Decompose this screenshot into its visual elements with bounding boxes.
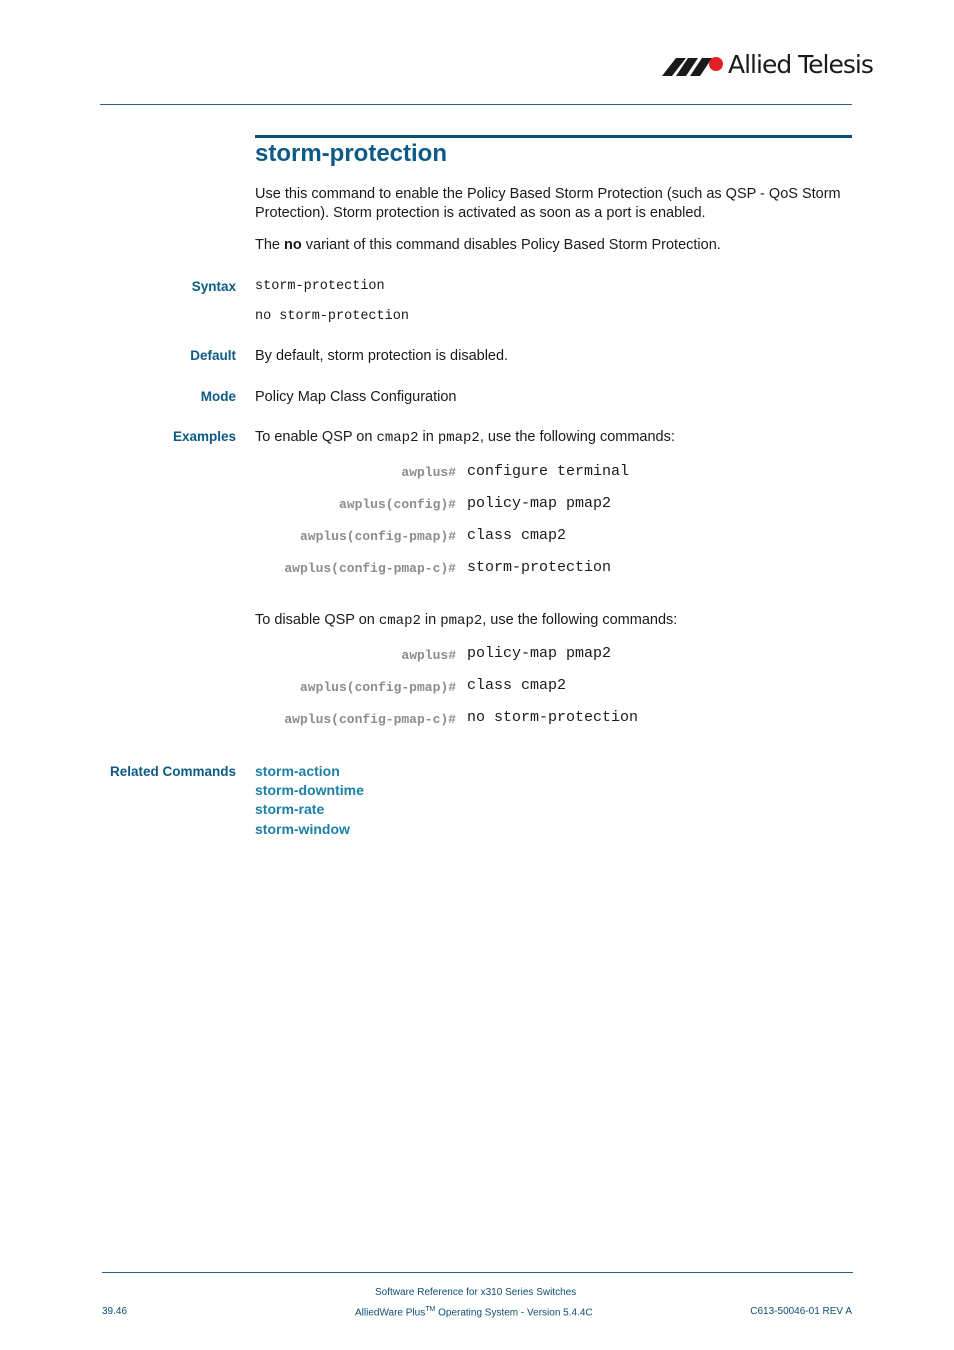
no-variant-post: variant of this command disables Policy Based Storm Protection.: [301, 237, 721, 253]
disable-cmd-3: no storm-protection: [467, 709, 639, 726]
footer-reference-title: Software Reference for x310 Series Switches: [375, 1287, 577, 1298]
syntax-line: storm-protection: [255, 279, 385, 294]
logo-mark-icon: [662, 54, 726, 80]
link-storm-action[interactable]: storm-action: [255, 763, 340, 779]
link-storm-downtime[interactable]: storm-downtime: [255, 782, 364, 798]
enable-prompt-3: awplus(config-pmap)#: [299, 529, 456, 544]
enable-intro: [255, 428, 852, 448]
no-keyword: no: [284, 237, 302, 253]
disable-cmd-1: policy-map pmap2: [467, 645, 612, 662]
enable-intro-t2: in: [418, 429, 438, 445]
no-variant-paragraph: [255, 236, 852, 255]
disable-intro-map: pmap2: [440, 613, 483, 629]
enable-prompt-1: awplus#: [401, 465, 456, 480]
enable-intro-class: cmap2: [376, 430, 419, 446]
disable-prompt-1: awplus#: [401, 648, 456, 663]
footer-trademark: TM: [425, 1306, 436, 1313]
disable-prompt-2: awplus(config-pmap)#: [299, 680, 456, 695]
enable-cmd-2: policy-map pmap2: [467, 495, 612, 512]
disable-intro: [255, 611, 852, 631]
no-variant-pre: The: [255, 237, 285, 253]
syntax-no-line: no storm-protection: [255, 309, 409, 324]
examples-label: Examples: [172, 429, 236, 444]
enable-cmd-4: storm-protection: [467, 559, 612, 576]
footer-os-version: [355, 1306, 593, 1318]
enable-prompt-2: awplus(config)#: [338, 497, 456, 512]
related-commands-label: Related Commands: [109, 764, 236, 779]
disable-intro-t2: in: [420, 612, 441, 628]
footer-page-number: 39.46: [102, 1306, 128, 1317]
enable-intro-map: pmap2: [437, 430, 480, 446]
intro-paragraph: Use this command to enable the Policy Based Storm Protection (such as QSP - QoS Storm Protection). Storm protection is activated as soon as a port is enabled.: [255, 186, 841, 221]
disable-intro-t3: , use the following commands:: [482, 612, 678, 628]
title-bar: [255, 135, 852, 138]
link-storm-rate[interactable]: storm-rate: [255, 801, 325, 817]
footer-os-rest: Operating System - Version 5.4.4C: [435, 1307, 593, 1319]
logo-text: Allied Telesis: [728, 50, 873, 79]
syntax-label: Syntax: [191, 279, 236, 294]
enable-prompt-4: awplus(config-pmap-c)#: [284, 561, 456, 576]
link-storm-window[interactable]: storm-window: [255, 821, 350, 837]
disable-cmd-2: class cmap2: [467, 677, 567, 694]
enable-cmd-1: configure terminal: [467, 463, 630, 480]
footer-rule: [102, 1272, 853, 1273]
company-logo: [662, 50, 873, 80]
default-text: By default, storm protection is disabled.: [255, 348, 509, 364]
disable-intro-class: cmap2: [378, 613, 421, 629]
disable-intro-t1: To disable QSP on: [255, 612, 379, 628]
default-label: Default: [190, 348, 236, 363]
mode-label: Mode: [200, 389, 236, 404]
footer-doc-id: C613-50046-01 REV A: [750, 1306, 852, 1317]
enable-intro-t1: To enable QSP on: [255, 429, 377, 445]
enable-cmd-3: class cmap2: [467, 527, 567, 544]
mode-text: Policy Map Class Configuration: [255, 389, 457, 405]
header-rule: [100, 104, 852, 105]
footer-os-name: AlliedWare Plus: [355, 1307, 426, 1319]
enable-intro-t3: , use the following commands:: [479, 429, 675, 445]
page-title: storm-protection: [255, 140, 447, 167]
disable-prompt-3: awplus(config-pmap-c)#: [284, 712, 456, 727]
